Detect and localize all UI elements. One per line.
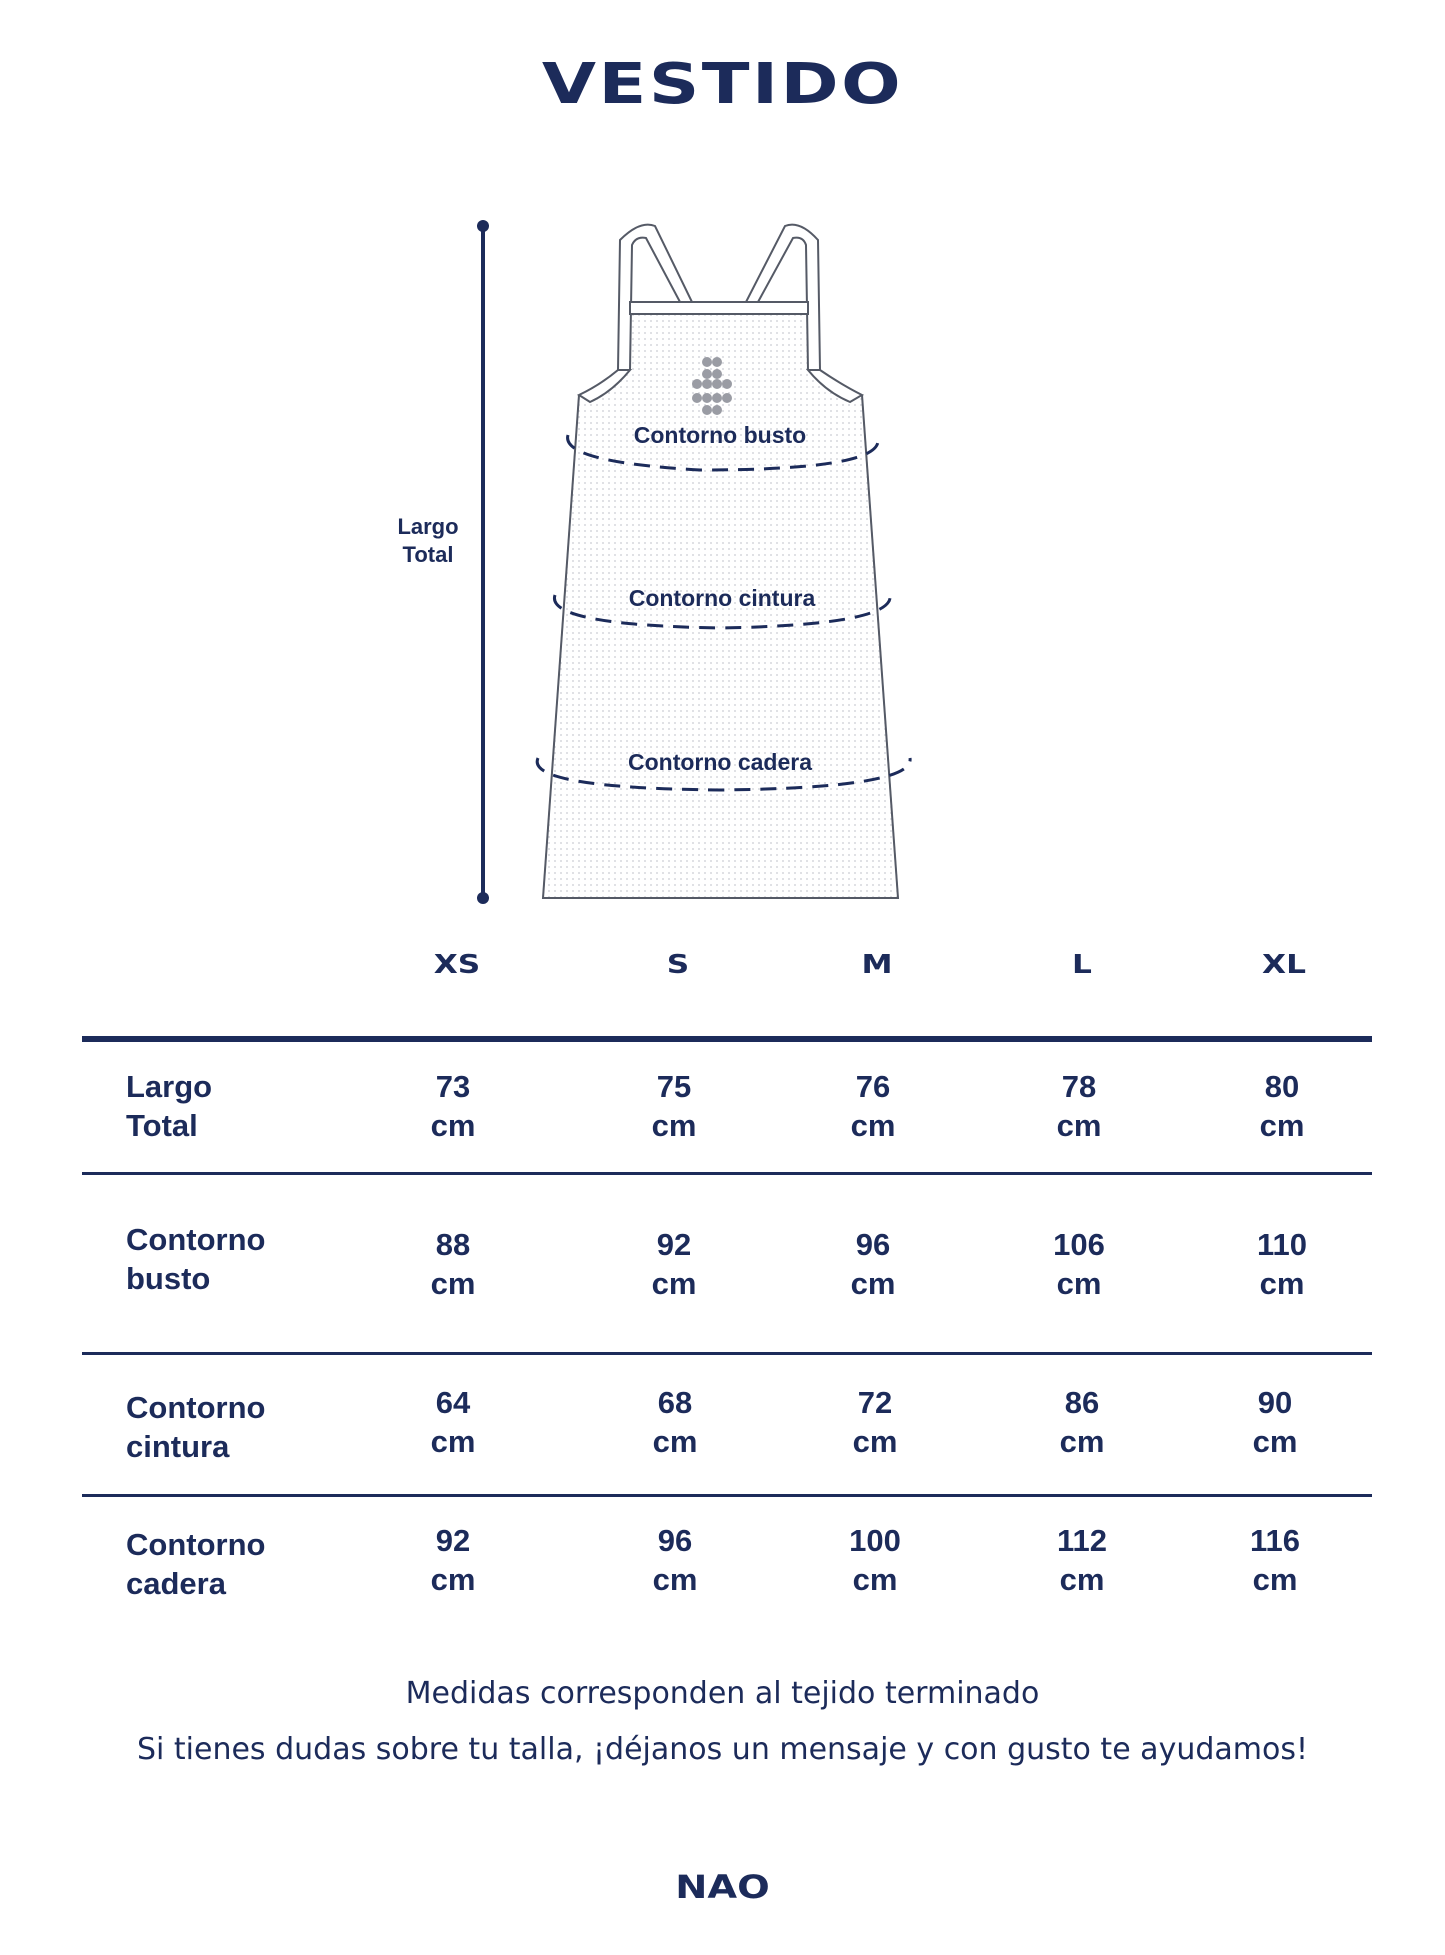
table-cell: 110 cm (1256, 1227, 1307, 1301)
table-cell: 78 cm (1056, 1069, 1102, 1143)
table-cell: 96 cm (850, 1227, 896, 1301)
size-s: S (666, 950, 690, 980)
size-xs: XS (433, 950, 481, 980)
size-header-row (0, 950, 1445, 990)
row-label: Contorno busto (126, 1222, 266, 1296)
table-cell: 106 cm (1053, 1227, 1105, 1301)
row-label: Contorno cintura (126, 1390, 266, 1464)
table-cell: 73 cm (430, 1069, 476, 1143)
length-label-line2: Total (402, 542, 454, 567)
table-cell: 88 cm (430, 1227, 476, 1301)
table-cell: 68 cm (652, 1385, 698, 1459)
row-label: Contorno cadera (126, 1527, 266, 1601)
table-cell: 92 cm (430, 1523, 476, 1597)
dress-diagram (0, 0, 1445, 930)
page-title: VESTIDO (541, 52, 904, 117)
table-cell: 75 cm (651, 1069, 697, 1143)
size-m: M (861, 950, 893, 980)
table-cell: 100 cm (849, 1523, 901, 1597)
hip-label: Contorno cadera (627, 749, 813, 775)
length-arrow (477, 220, 489, 904)
row-divider (82, 1172, 1372, 1175)
table-top-rule (82, 1036, 1372, 1042)
brand-logo: NAO (675, 1868, 770, 1906)
waist-label: Contorno cintura (628, 585, 816, 611)
table-cell: 92 cm (651, 1227, 697, 1301)
table-cell: 64 cm (430, 1385, 476, 1459)
table-cell: 112 cm (1056, 1523, 1107, 1597)
table-cell: 76 cm (850, 1069, 896, 1143)
note-line-1: Medidas corresponden al tejido terminado (405, 1676, 1040, 1711)
table-cell: 86 cm (1059, 1385, 1105, 1459)
note-line-2: Si tienes dudas sobre tu talla, ¡déjanos un mensaje y con gusto te ayudamos! (136, 1732, 1308, 1767)
size-xl: XL (1262, 950, 1306, 980)
table-cell: 80 cm (1259, 1069, 1305, 1143)
row-label: Largo Total (126, 1069, 213, 1143)
table-cell: 90 cm (1252, 1385, 1298, 1459)
bust-label: Contorno busto (633, 422, 807, 448)
row-divider (82, 1494, 1372, 1497)
table-cell: 96 cm (652, 1523, 698, 1597)
dress-outline (543, 225, 898, 898)
length-label-line1: Largo (397, 514, 459, 539)
table-cell: 116 cm (1249, 1523, 1300, 1597)
row-divider (82, 1352, 1372, 1355)
size-l: L (1072, 950, 1092, 980)
table-cell: 72 cm (852, 1385, 898, 1459)
